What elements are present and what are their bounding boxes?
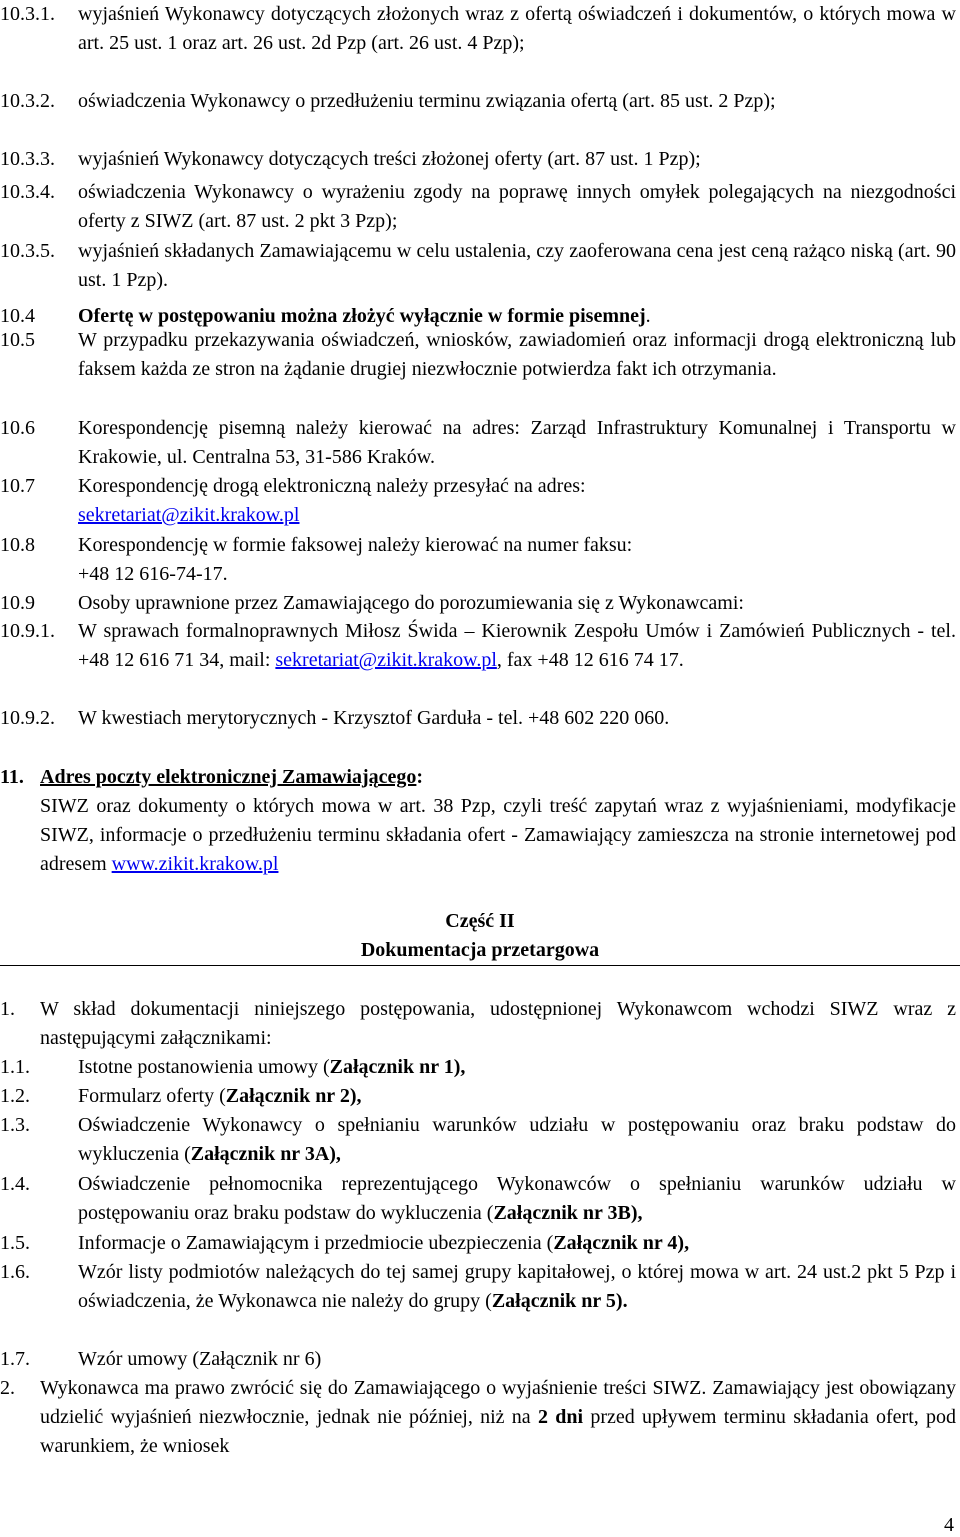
list-item-1-6: [0, 1258, 956, 1316]
section-11: [0, 763, 956, 879]
list-item-1-7: [0, 1345, 956, 1374]
item-number: 10.4: [0, 305, 35, 327]
item-number: 1.6.: [0, 1261, 30, 1283]
item-text: Oświadczenie Wykonawcy o spełnianiu warunków udziału w postępowaniu oraz braku podstaw do wykluczenia (: [78, 1114, 956, 1165]
website-link[interactable]: www.zikit.krakow.pl: [111, 853, 279, 875]
item-text: Wykonawca ma prawo zwrócić się do Zamawiającego o wyjaśnienie treści SIWZ. Zamawiający jest obowiązany udzielić wyjaśnień niezwłocznie, jednak nie później, niż na: [40, 1377, 956, 1428]
item-emphasis: 2 dni: [537, 1406, 584, 1428]
item-text: Wzór umowy (Załącznik nr 6): [78, 1348, 322, 1370]
heading-colon: :: [416, 766, 424, 788]
part-title-text: Część II: [445, 910, 515, 932]
item-text: Informacje o Zamawiającym i przedmiocie ubezpieczenia (: [78, 1232, 554, 1254]
item-text: oświadczenia Wykonawcy o wyrażeniu zgody na poprawę innych omyłek polegających na niezgodności oferty z SIWZ (art. 87 ust. 2 pkt 3 Pzp);: [78, 181, 956, 232]
item-text: Korespondencję w formie faksowej należy kierować na numer faksu:: [78, 534, 633, 556]
page-number: 4: [944, 1514, 954, 1536]
item-text: Formularz oferty (: [78, 1085, 226, 1107]
item-text: W skład dokumentacji niniejszego postępowania, udostępnionej Wykonawcom wchodzi SIWZ wraz z następującymi załącznikami:: [40, 998, 956, 1049]
list-item-1-3: [0, 1111, 956, 1169]
item-10-3-2: [0, 87, 956, 116]
item-10-9-1: [0, 617, 956, 675]
item-number: 1.7.: [0, 1348, 30, 1370]
item-text-end: .: [645, 305, 651, 327]
email-link[interactable]: sekretariat@zikit.krakow.pl: [275, 649, 497, 671]
item-number: 10.6: [0, 417, 35, 439]
item-text: Korespondencję pisemną należy kierować na adres: Zarząd Infrastruktury Komunalnej i Transportu w Krakowie, ul. Centralna 53, 31-586 Kraków.: [78, 417, 956, 468]
item-text: Korespondencję drogą elektroniczną należy przesyłać na adres:: [78, 475, 586, 497]
fax-number: +48 12 616-74-17.: [78, 563, 228, 585]
item-number: 10.5: [0, 329, 35, 351]
item-10-5: [0, 326, 956, 384]
divider: [0, 965, 960, 966]
item-number: 10.3.3.: [0, 148, 55, 170]
item-number: 10.3.1.: [0, 3, 55, 25]
item-text: Wzór listy podmiotów należących do tej samej grupy kapitałowej, o której mowa w art. 24 ust.2 pkt 5 Pzp i oświadczenia, że Wykonawca nie należy do grupy (: [78, 1261, 956, 1312]
item-attachment: Załącznik nr 1),: [329, 1056, 466, 1078]
item-10-9: [0, 589, 956, 618]
item-10-8: [0, 531, 956, 589]
list-item-2: [0, 1374, 956, 1461]
item-number: 1.4.: [0, 1173, 30, 1195]
item-10-3-5: [0, 237, 956, 295]
item-number: 10.3.4.: [0, 181, 55, 203]
item-text: oświadczenia Wykonawcy o przedłużeniu terminu związania ofertą (art. 85 ust. 2 Pzp);: [78, 90, 776, 112]
item-number: 1.1.: [0, 1056, 30, 1078]
item-10-3-3: [0, 145, 956, 174]
item-10-6: [0, 414, 956, 472]
item-number: 2.: [0, 1377, 15, 1399]
item-text: wyjaśnień Wykonawcy dotyczących treści złożonej oferty (art. 87 ust. 1 Pzp);: [78, 148, 701, 170]
item-text: Osoby uprawnione przez Zamawiającego do porozumiewania się z Wykonawcami:: [78, 592, 744, 614]
item-attachment: Załącznik nr 2),: [225, 1085, 362, 1107]
part-subtitle-text: Dokumentacja przetargowa: [360, 939, 600, 961]
item-text: wyjaśnień składanych Zamawiającemu w celu ustalenia, czy zaoferowana cena jest ceną rażąco niską (art. 90 ust. 1 Pzp).: [78, 240, 956, 291]
item-10-7: [0, 472, 956, 530]
list-item-1-5: [0, 1229, 956, 1258]
part-subtitle: [0, 936, 960, 965]
item-number: 10.3.5.: [0, 240, 55, 262]
section-text: SIWZ oraz dokumenty o których mowa w art. 38 Pzp, czyli treść zapytań wraz z wyjaśnieniami, modyfikacje SIWZ, informacje o przedłużeniu terminu składania ofert - Zamawiający zamieszcza na stronie internetowej pod adresem: [40, 795, 956, 875]
item-attachment: Załącznik nr 4),: [553, 1232, 690, 1254]
item-10-3-1: [0, 0, 956, 58]
list-item-1: [0, 995, 956, 1053]
item-text: Istotne postanowienia umowy (: [78, 1056, 330, 1078]
item-text-continued: przed upływem terminu składania ofert, pod warunkiem, że wniosek: [40, 1406, 957, 1457]
item-text: W sprawach formalnoprawnych Miłosz Świda – Kierownik Zespołu Umów i Zamówień Publicznych - tel. +48 12 616 71 34, mail:: [78, 620, 956, 671]
item-number: 10.9.2.: [0, 707, 55, 729]
item-number: 10.9.1.: [0, 620, 55, 642]
item-number: 10.3.2.: [0, 90, 55, 112]
item-attachment: Załącznik nr 3B),: [493, 1202, 643, 1224]
item-number: 1.3.: [0, 1114, 30, 1136]
item-number: 1.: [0, 998, 15, 1020]
part-title: [0, 907, 960, 936]
item-10-3-4: [0, 178, 956, 236]
item-text: wyjaśnień Wykonawcy dotyczących złożonych wraz z ofertą oświadczeń i dokumentów, o których mowa w art. 25 ust. 1 oraz art. 26 ust. 2d Pzp (art. 26 ust. 4 Pzp);: [78, 3, 956, 54]
item-text: W kwestiach merytorycznych - Krzysztof Garduła - tel. +48 602 220 060.: [78, 707, 670, 729]
item-text-end: , fax +48 12 616 74 17.: [496, 649, 684, 671]
item-number: 1.5.: [0, 1232, 30, 1254]
item-attachment: Załącznik nr 3A),: [190, 1143, 341, 1165]
list-item-1-1: [0, 1053, 956, 1082]
email-link[interactable]: sekretariat@zikit.krakow.pl: [78, 504, 300, 526]
item-10-9-2: [0, 704, 956, 733]
item-number: 10.9: [0, 592, 35, 614]
item-number: 10.7: [0, 475, 35, 497]
item-number: 1.2.: [0, 1085, 30, 1107]
list-item-1-4: [0, 1170, 956, 1228]
list-item-1-2: [0, 1082, 956, 1111]
item-number: 10.8: [0, 534, 35, 556]
section-heading: Adres poczty elektronicznej Zamawiającego: [40, 766, 417, 788]
item-text: W przypadku przekazywania oświadczeń, wniosków, zawiadomień oraz informacji drogą elektroniczną lub faksem każda ze stron na żądanie drugiej niezwłocznie potwierdza fakt ich otrzymania.: [78, 329, 956, 380]
item-text: Ofertę w postępowaniu można złożyć wyłącznie w formie pisemnej: [78, 305, 646, 327]
item-text: Oświadczenie pełnomocnika reprezentującego Wykonawców o spełnianiu warunków udziału w postępowaniu oraz braku podstaw do wykluczenia (: [78, 1173, 956, 1224]
section-number: 11.: [0, 766, 24, 788]
item-attachment: Załącznik nr 5).: [491, 1290, 628, 1312]
